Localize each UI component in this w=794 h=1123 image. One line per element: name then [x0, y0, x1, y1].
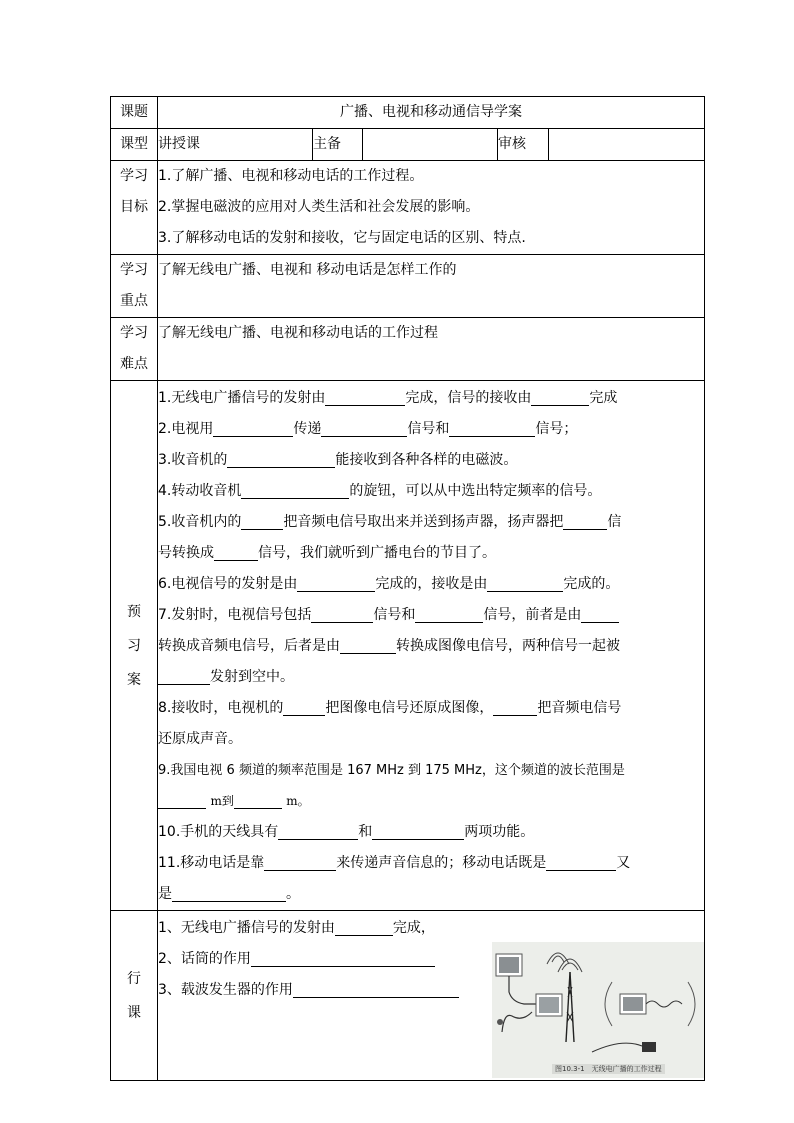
difficulties-label: 学习 难点 — [111, 318, 158, 381]
review-value-field[interactable] — [549, 129, 705, 161]
answer-blank[interactable] — [335, 917, 393, 936]
answer-blank[interactable] — [241, 511, 283, 530]
radio-broadcast-figure — [492, 942, 704, 1078]
answer-blank[interactable] — [251, 948, 435, 967]
review-label: 审核 — [498, 129, 549, 161]
type-label: 课型 — [111, 129, 158, 161]
lesson-label: 行 课 — [111, 911, 158, 1081]
prep-label: 主备 — [313, 129, 363, 161]
answer-blank[interactable] — [340, 635, 396, 654]
preview-questions — [158, 381, 705, 911]
page-title: 广播、电视和移动通信导学案 — [158, 97, 705, 129]
answer-blank[interactable] — [487, 573, 563, 592]
objectives-content — [158, 161, 705, 255]
answer-blank[interactable] — [581, 604, 619, 623]
question-11: 11.移动电话是靠 来传递声音信息的；移动电话既是 又 — [158, 848, 704, 879]
question-5: 5.收音机内的 把音频电信号取出来并送到扬声器，扬声器把 信 — [158, 507, 704, 538]
question-8-cont: 还原成声音。 — [158, 731, 242, 747]
question-4: 4.转动收音机 的旋钮，可以从中选出特定频率的信号。 — [158, 476, 704, 507]
question-7-cont: 转换成音频电信号，后者是由 转换成图像电信号，两种信号一起被 — [158, 631, 704, 662]
study-guide-table — [110, 96, 705, 1081]
lesson-item-2: 2、话筒的作用 — [158, 944, 704, 975]
answer-blank[interactable] — [372, 821, 464, 840]
lesson-item-1: 1、无线电广播信号的发射由 完成， — [158, 913, 704, 944]
key-points-content: 了解无线电广播、电视和 移动电话是怎样工作的 — [158, 255, 705, 318]
answer-blank[interactable] — [158, 790, 206, 809]
question-10: 10.手机的天线具有 和 两项功能。 — [158, 817, 704, 848]
answer-blank[interactable] — [449, 418, 535, 437]
answer-blank[interactable] — [415, 604, 483, 623]
question-7: 7.发射时，电视信号包括 信号和 信号，前者是由 — [158, 600, 704, 631]
type-value: 讲授课 — [158, 129, 313, 161]
answer-blank[interactable] — [241, 480, 349, 499]
key-points-label: 学习 重点 — [111, 255, 158, 318]
difficulties-content: 了解无线电广播、电视和移动电话的工作过程 — [158, 318, 705, 381]
figure-caption: 图10.3-1 无线电广播的工作过程 — [552, 1064, 665, 1074]
question-1: 1.无线电广播信号的发射由 完成，信号的接收由 完成 — [158, 383, 704, 414]
answer-blank[interactable] — [234, 790, 282, 809]
answer-blank[interactable] — [264, 852, 336, 871]
objectives-label: 学习 目标 — [111, 161, 158, 255]
objective-item: 2.掌握电磁波的应用对人类生活和社会发展的影响。 — [158, 199, 480, 215]
question-6: 6.电视信号的发射是由 完成的，接收是由 完成的。 — [158, 569, 704, 600]
answer-blank[interactable] — [283, 697, 325, 716]
answer-blank[interactable] — [278, 821, 358, 840]
broadcast-diagram — [492, 942, 704, 1078]
lesson-item-3: 3、载波发生器的作用 — [158, 975, 704, 1006]
answer-blank[interactable] — [563, 511, 607, 530]
objective-item: 3.了解移动电话的发射和接收，它与固定电话的区别、特点. — [158, 230, 526, 246]
topic-label: 课题 — [111, 97, 158, 129]
answer-blank[interactable] — [297, 573, 375, 592]
question-5-cont: 号转换成 信号，我们就听到广播电台的节目了。 — [158, 538, 704, 569]
question-2: 2.电视用 传递 信号和 信号； — [158, 414, 704, 445]
question-9: 9.我国电视 6 频道的频率范围是 167 MHz 到 175 MHz，这个频道的波长范围是 — [158, 763, 625, 778]
question-11-cont: 是 。 — [158, 879, 704, 910]
prep-value-field[interactable] — [363, 129, 498, 161]
answer-blank[interactable] — [227, 449, 335, 468]
preview-label: 预 习 案 — [111, 381, 158, 911]
answer-blank[interactable] — [531, 387, 589, 406]
question-3: 3.收音机的 能接收到各种各样的电磁波。 — [158, 445, 704, 476]
question-9-cont: m到 m。 — [158, 786, 704, 817]
answer-blank[interactable] — [546, 852, 616, 871]
answer-blank[interactable] — [493, 697, 537, 716]
question-7-end: 发射到空中。 — [158, 662, 704, 693]
answer-blank[interactable] — [213, 418, 293, 437]
answer-blank[interactable] — [172, 883, 286, 902]
question-8: 8.接收时，电视机的 把图像电信号还原成图像， 把音频电信号 — [158, 693, 704, 724]
answer-blank[interactable] — [158, 666, 210, 685]
answer-blank[interactable] — [325, 387, 405, 406]
answer-blank[interactable] — [214, 542, 258, 561]
objective-item: 1.了解广播、电视和移动电话的工作过程。 — [158, 168, 424, 184]
answer-blank[interactable] — [321, 418, 407, 437]
answer-blank[interactable] — [293, 979, 459, 998]
answer-blank[interactable] — [311, 604, 373, 623]
